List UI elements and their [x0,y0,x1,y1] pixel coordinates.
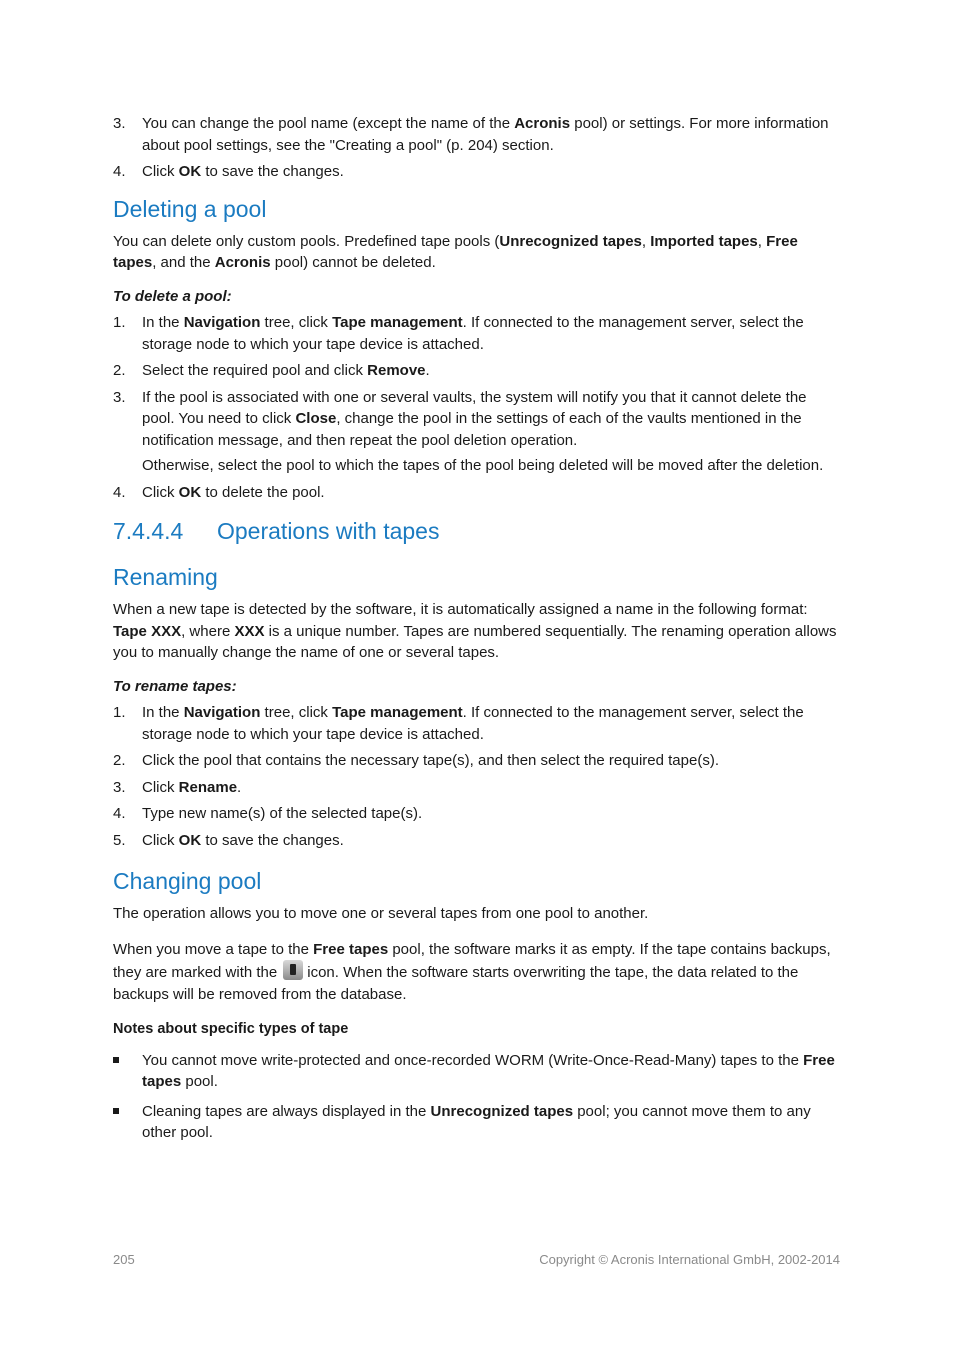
changing-para-2-after: icon. When the software starts overwriting the tape, the data related to the backups will be removed from the database. [113,964,799,1003]
list-item-text: Click OK to save the changes. [142,831,344,849]
heading-deleting-pool: Deleting a pool [113,195,267,222]
list-item [113,113,840,156]
changing-para-1: The operation allows you to move one or several tapes from one pool to another. [113,905,649,922]
list-item-number: 5. [113,831,126,849]
heading-changing-pool: Changing pool [113,868,262,894]
list-item-number: 3. [113,115,126,132]
bullet-marker [113,1108,119,1114]
list-item-text: You can change the pool name (except the name of the Acronis pool) or settings. For more information about pool settings, see the "Creating a pool" (p. 204) section. [142,115,829,154]
bullet-item-text: You cannot move write-protected and once-recorded WORM (Write-Once-Read-Many) tapes to the Free tapes pool. [142,1051,835,1090]
list-item-number: 4. [113,483,126,501]
list-item-text: In the Navigation tree, click Tape management. If connected to the management server, select the storage node to which your tape device is attached. [142,314,804,353]
list-item-number: 3. [113,388,126,406]
copyright-notice: Copyright © Acronis International GmbH, 2002-2014 [539,1252,840,1267]
bullet-item [113,1101,840,1144]
list-item-number: 2. [113,752,126,769]
list-item-subtext: Otherwise, select the pool to which the tapes of the pool being deleted will be moved after the deletion. [142,457,824,474]
list-item-number: 1. [113,704,126,721]
list-item-number: 2. [113,362,126,379]
rename-step-list [113,702,840,851]
list-item-number: 4. [113,805,126,822]
top-step-list [113,113,840,183]
notes-heading: Notes about specific types of tape [113,1021,349,1037]
section-number: 7.4.4.4 [113,518,184,544]
delete-step-list [113,312,840,503]
list-item-number: 4. [113,163,126,180]
list-item [113,387,840,477]
list-item [113,803,840,825]
list-item [113,161,840,183]
list-item [113,482,840,504]
bullet-marker [113,1057,119,1063]
document-page [113,113,840,1152]
procedure-title-rename: To rename tapes: [113,677,237,695]
list-item-text: Click the pool that contains the necessary tape(s), and then select the required tape(s). [142,752,719,769]
list-item-number: 1. [113,314,126,331]
list-item [113,750,840,772]
list-item-text: If the pool is associated with one or several vaults, the system will notify you that it cannot delete the pool. You need to click Close, change the pool in the settings of each of the vaults mentioned in the notification message, and then repeat the pool deletion operation. [142,388,807,449]
bullet-item [113,1050,840,1093]
trash-icon [283,960,303,980]
list-item [113,312,840,355]
renaming-intro: When a new tape is detected by the software, it is automatically assigned a name in the following format: Tape XXX, where XXX is a unique number. Tapes are numbered sequentially. The renaming operation allows you to manually change the name of one or several tapes. [113,601,837,661]
list-item-text: Click Rename. [142,778,242,796]
heading-renaming: Renaming [113,564,218,590]
list-item [113,830,840,852]
list-item-text: Click OK to save the changes. [142,163,344,180]
list-item [113,702,840,745]
procedure-title-delete: To delete a pool: [113,287,232,305]
list-item [113,777,840,799]
page-number: 205 [113,1252,135,1267]
list-item-text: In the Navigation tree, click Tape management. If connected to the management server, select the storage node to which your tape device is attached. [142,704,804,743]
changing-para-2 [113,939,840,1006]
list-item-text: Type new name(s) of the selected tape(s). [142,805,423,822]
list-item [113,360,840,382]
list-item-text: Select the required pool and click Remove. [142,362,430,379]
notes-list [113,1050,840,1144]
page-footer [113,1252,840,1267]
list-item-text: Click OK to delete the pool. [142,483,325,501]
list-item-number: 3. [113,778,126,796]
bullet-item-text: Cleaning tapes are always displayed in the Unrecognized tapes pool; you cannot move them to any other pool. [142,1102,811,1141]
changing-para-2-before: When you move a tape to the Free tapes pool, the software marks it as empty. If the tape contains backups, they are marked with the [113,940,831,981]
section-title: Operations with tapes [217,518,440,544]
deleting-intro: You can delete only custom pools. Predefined tape pools (Unrecognized tapes, Imported tapes, Free tapes, and the Acronis pool) cannot be deleted. [113,232,798,271]
section-heading [113,517,840,545]
